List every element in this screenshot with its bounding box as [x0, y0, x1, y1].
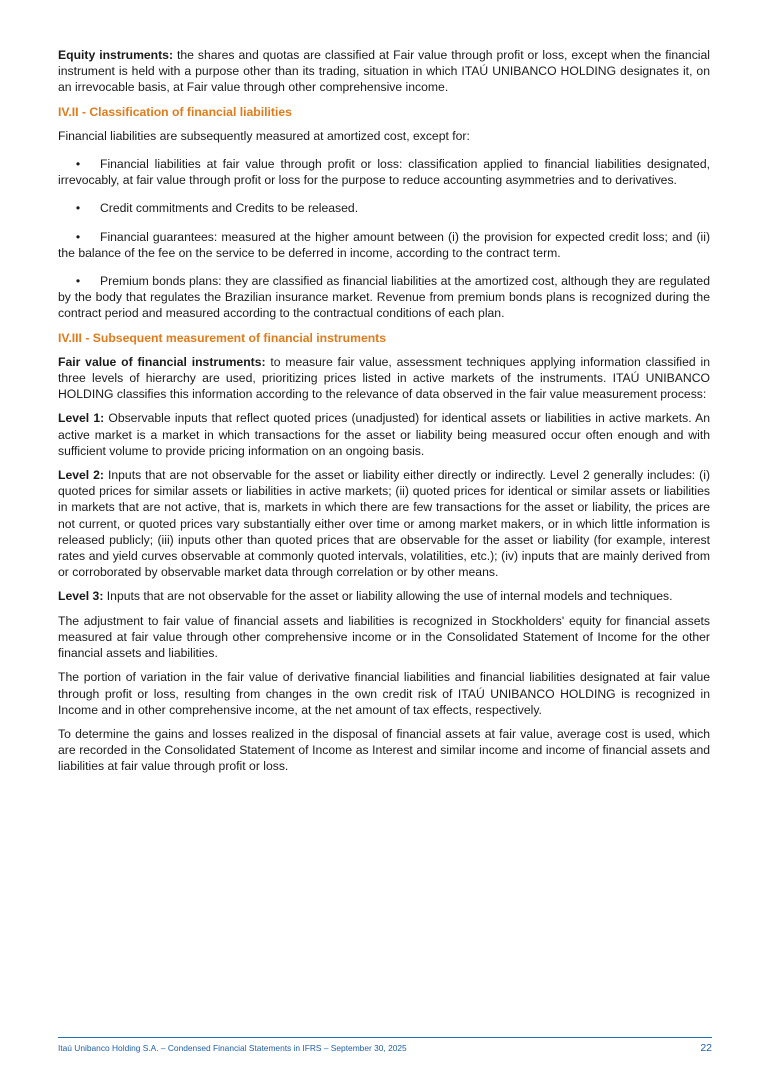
- bullet-text: Financial liabilities at fair value through profit or loss: classification applied to financial liabilities designated, irrevocably, at fair value through profit or loss for the purpose to reduce accounting asymmetries and to derivatives.: [58, 157, 710, 188]
- document-body: [58, 47, 710, 783]
- equity-label: Equity instruments:: [58, 48, 174, 62]
- heading-liabilities: IV.II - Classification of financial liabilities: [58, 104, 292, 119]
- level1-label: Level 1:: [58, 411, 105, 426]
- page-footer: [58, 1037, 712, 1054]
- bullet-text: Financial guarantees: measured at the higher amount between (i) the provision for expected credit loss; and (ii) the balance of the fee on the service to be deferred in income, according to the contract term.: [58, 229, 710, 260]
- adjustment-paragraph: The adjustment to fair value of financial assets and liabilities is recognized in Stockholders' equity for financial assets measured at fair value through other comprehensive income or in the Consolidated Statement of Income for the other financial assets and liabilities.: [58, 613, 710, 661]
- bullet-item: [58, 200, 710, 216]
- bullet-icon: •: [75, 229, 81, 244]
- bullet-item: [58, 156, 710, 188]
- level1-paragraph: [58, 410, 710, 459]
- gains-paragraph: To determine the gains and losses realized in the disposal of financial assets at fair value, average cost is used, which are recorded in the Consolidated Statement of Income as Interest and similar income and income of financial assets and liabilities at fair value through profit or loss.: [58, 726, 710, 774]
- bullet-icon: •: [75, 201, 81, 216]
- level2-label: Level 2:: [58, 468, 104, 483]
- equity-text: the shares and quotas are classified at Fair value through profit or loss, except when the financial instrument is held with a purpose other than its trading, situation in which ITAÚ UNIBANCO HOLDING designates it, on an irrevocable basis, at Fair value through other comprehensive income.: [58, 48, 711, 95]
- liabilities-intro: Financial liabilities are subsequently measured at amortized cost, except for:: [58, 128, 470, 143]
- variation-paragraph: The portion of variation in the fair value of derivative financial liabilities and financial liabilities designated at fair value through profit or loss, resulting from changes in the own credit risk of ITAÚ UNIBANCO HOLDING is recognized in Income and in other comprehensive income, at the net amount of tax effects, respectively.: [58, 670, 710, 717]
- level3-text: Inputs that are not observable for the asset or liability allowing the use of internal models and techniques.: [103, 589, 673, 604]
- fair-value-paragraph: [58, 354, 710, 403]
- bullet-text: Premium bonds plans: they are classified as financial liabilities at the amortized cost, although they are regulated by the body that regulates the Brazilian insurance market. Revenue from premium bonds plans is recognized during the contract period and measured according to the contractual conditions of each plan.: [58, 274, 710, 321]
- level2-paragraph: [58, 467, 710, 580]
- equity-paragraph: [58, 47, 710, 96]
- level1-text: Observable inputs that reflect quoted prices (unadjusted) for identical assets or liabilities in active markets. An active market is a market in which transactions for the asset or liability being measured occur often enough and with sufficient volume to provide pricing information on an ongoing basis.: [58, 411, 711, 458]
- bullet-icon: •: [75, 274, 81, 289]
- footer-text: Itaú Unibanco Holding S.A. – Condensed Financial Statements in IFRS – September 30, 2025: [58, 1043, 407, 1053]
- fair-value-label: Fair value of financial instruments:: [58, 354, 266, 369]
- page-number: 22: [700, 1042, 712, 1054]
- level3-label: Level 3:: [58, 589, 104, 604]
- level3-paragraph: [58, 588, 710, 604]
- fair-value-text: to measure fair value, assessment techniques applying information classified in three levels of hierarchy are used, prioritizing prices listed in active markets of the instruments. ITAÚ UNIBANCO HOLDING classifies this information according to the relevance of data observed in the fair value measurement process:: [58, 354, 710, 402]
- bullet-item: [58, 229, 710, 261]
- bullet-item: [58, 273, 710, 322]
- bullet-icon: •: [75, 157, 81, 172]
- bullet-text: Credit commitments and Credits to be released.: [100, 201, 359, 216]
- heading-measurement: IV.III - Subsequent measurement of financial instruments: [58, 330, 387, 345]
- level2-text: Inputs that are not observable for the asset or liability either directly or indirectly. Level 2 generally includes: (i) quoted prices for similar assets or liabilities in active markets; (ii) quoted prices for identical or similar assets or liabilities in markets that are not active, that is, markets in which there are few transactions for the asset or liability, the prices are not current, or quoted prices vary substantially either over time or among market makers, or in which little information is released publicly; (iii) inputs other than quoted prices that are observable for the asset or liability (for example, interest rates and yield curves observable at commonly quoted intervals, volatilities, etc.); (iv) inputs that are mainly derived from or corroborated by observable market data through correlation or by other means.: [58, 468, 711, 580]
